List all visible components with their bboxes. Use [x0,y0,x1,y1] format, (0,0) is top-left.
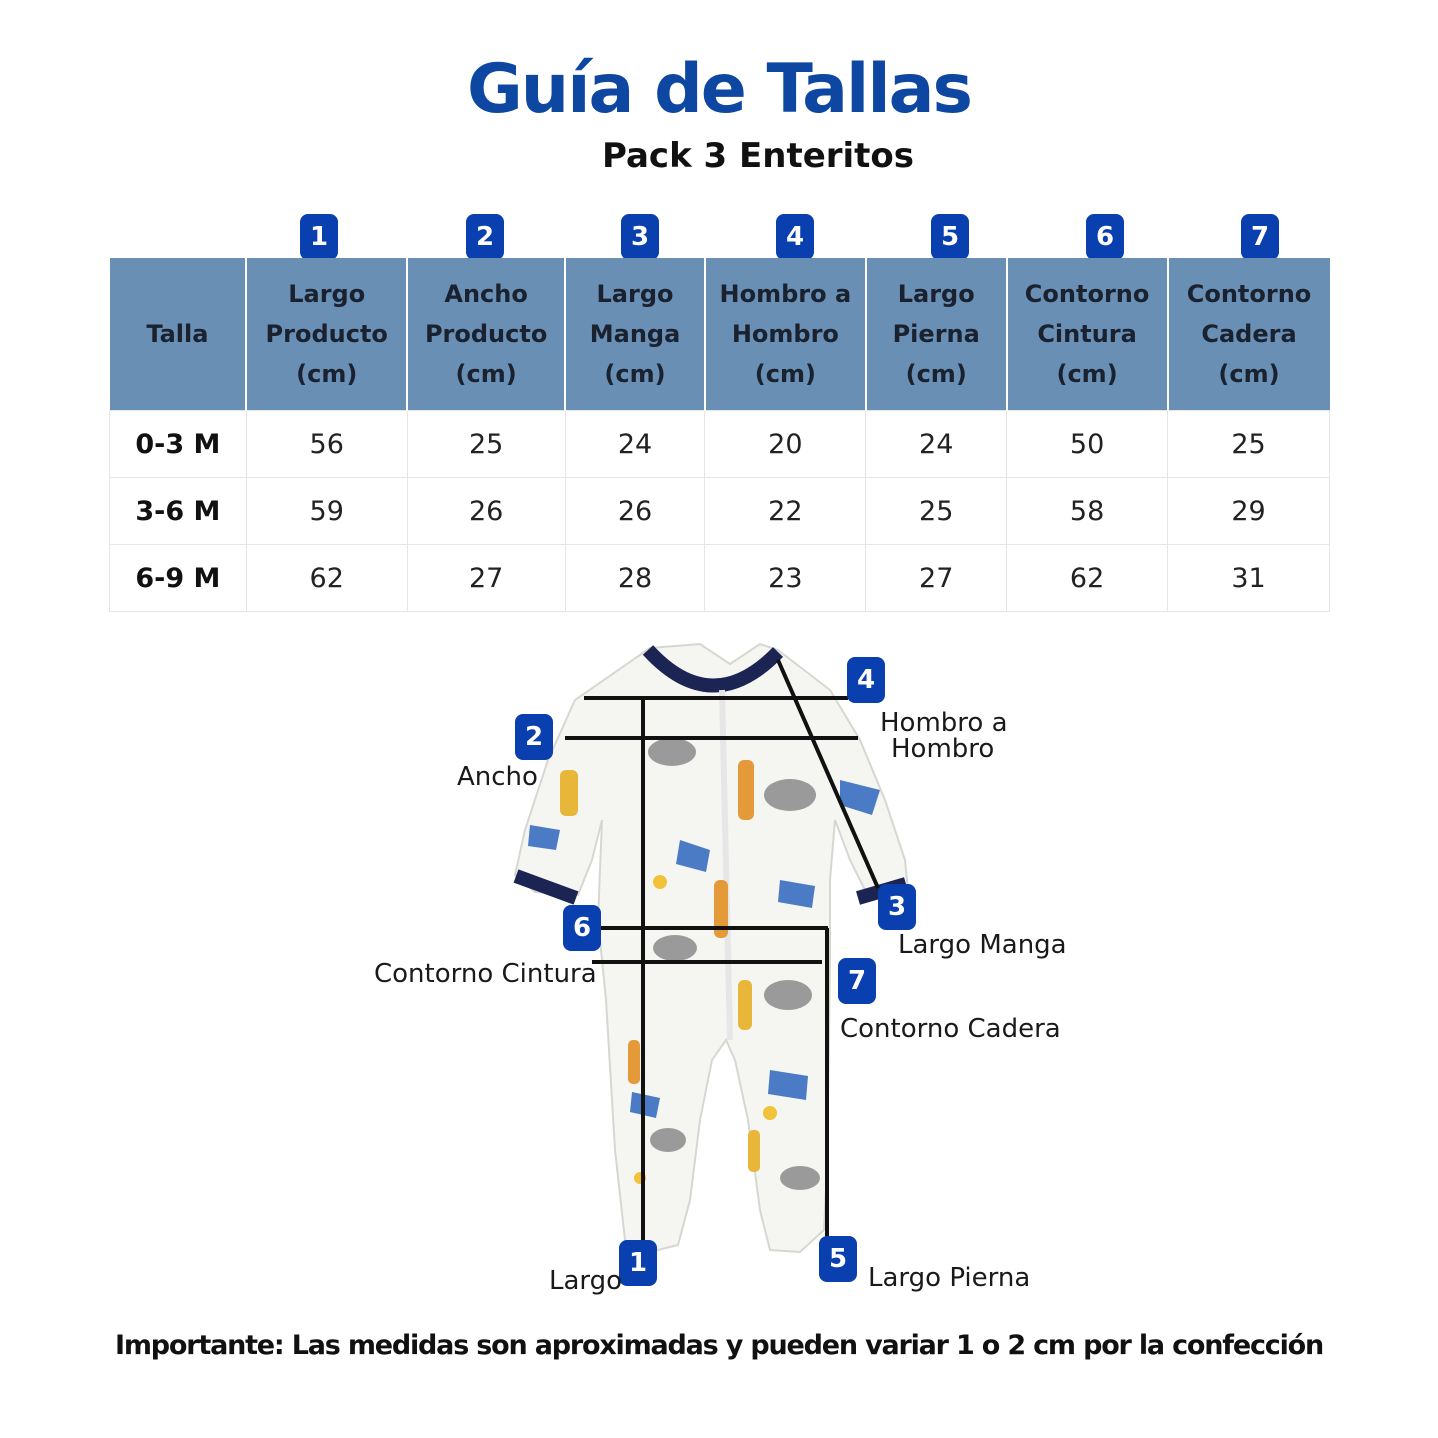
value-cell: 25 [1168,411,1330,478]
size-cell: 3-6 M [110,478,247,545]
value-cell: 62 [246,545,407,612]
label-largo: Largo [549,1266,623,1296]
label-contorno-cadera: Contorno Cadera [840,1014,1061,1044]
header-largo-pierna: Largo Pierna (cm) [866,258,1007,411]
label-ancho: Ancho [457,762,538,792]
label-contorno-cintura: Contorno Cintura [374,959,597,989]
header-contorno-cadera: Contorno Cadera (cm) [1168,258,1330,411]
value-cell: 24 [866,411,1007,478]
value-cell: 20 [705,411,866,478]
header-talla: Talla [110,258,247,411]
column-badge-7: 7 [1241,214,1279,260]
diagram-badge-4: 4 [847,657,885,703]
column-badge-1: 1 [300,214,338,260]
value-cell: 25 [866,478,1007,545]
label-largo-pierna: Largo Pierna [868,1263,1031,1293]
value-cell: 22 [705,478,866,545]
diagram-badge-6: 6 [563,905,601,951]
value-cell: 24 [565,411,705,478]
diagram-badge-5: 5 [819,1236,857,1282]
value-cell: 27 [866,545,1007,612]
label-hombro-line2: Hombro [891,734,995,764]
diagram-badge-3: 3 [878,884,916,930]
value-cell: 29 [1168,478,1330,545]
value-cell: 23 [705,545,866,612]
column-badge-6: 6 [1086,214,1124,260]
value-cell: 27 [407,545,565,612]
disclaimer-note: Importante: Las medidas son aproximadas y pueden variar 1 o 2 cm por la confección [114,1330,1323,1361]
value-cell: 28 [565,545,705,612]
value-cell: 56 [246,411,407,478]
header-hombro-a-hombro: Hombro a Hombro (cm) [705,258,866,411]
column-badge-4: 4 [776,214,814,260]
diagram-badge-7: 7 [838,958,876,1004]
header-largo-manga: Largo Manga (cm) [565,258,705,411]
header-ancho-producto: Ancho Producto (cm) [407,258,565,411]
column-badge-5: 5 [931,214,969,260]
header-largo-producto: Largo Producto (cm) [246,258,407,411]
value-cell: 26 [565,478,705,545]
value-cell: 62 [1007,545,1168,612]
column-badge-3: 3 [621,214,659,260]
value-cell: 31 [1168,545,1330,612]
header-contorno-cintura: Contorno Cintura (cm) [1007,258,1168,411]
value-cell: 50 [1007,411,1168,478]
diagram-badge-2: 2 [515,714,553,760]
value-cell: 59 [246,478,407,545]
label-hombro-line1: Hombro a [880,708,1008,738]
column-badge-2: 2 [466,214,504,260]
page-subtitle: Pack 3 Enteritos [601,136,915,176]
label-largo-manga: Largo Manga [898,930,1067,960]
size-cell: 6-9 M [110,545,247,612]
diagram-badge-1: 1 [619,1240,657,1286]
value-cell: 25 [407,411,565,478]
size-cell: 0-3 M [110,411,247,478]
page-title: Guía de Tallas [466,50,972,129]
value-cell: 58 [1007,478,1168,545]
value-cell: 26 [407,478,565,545]
